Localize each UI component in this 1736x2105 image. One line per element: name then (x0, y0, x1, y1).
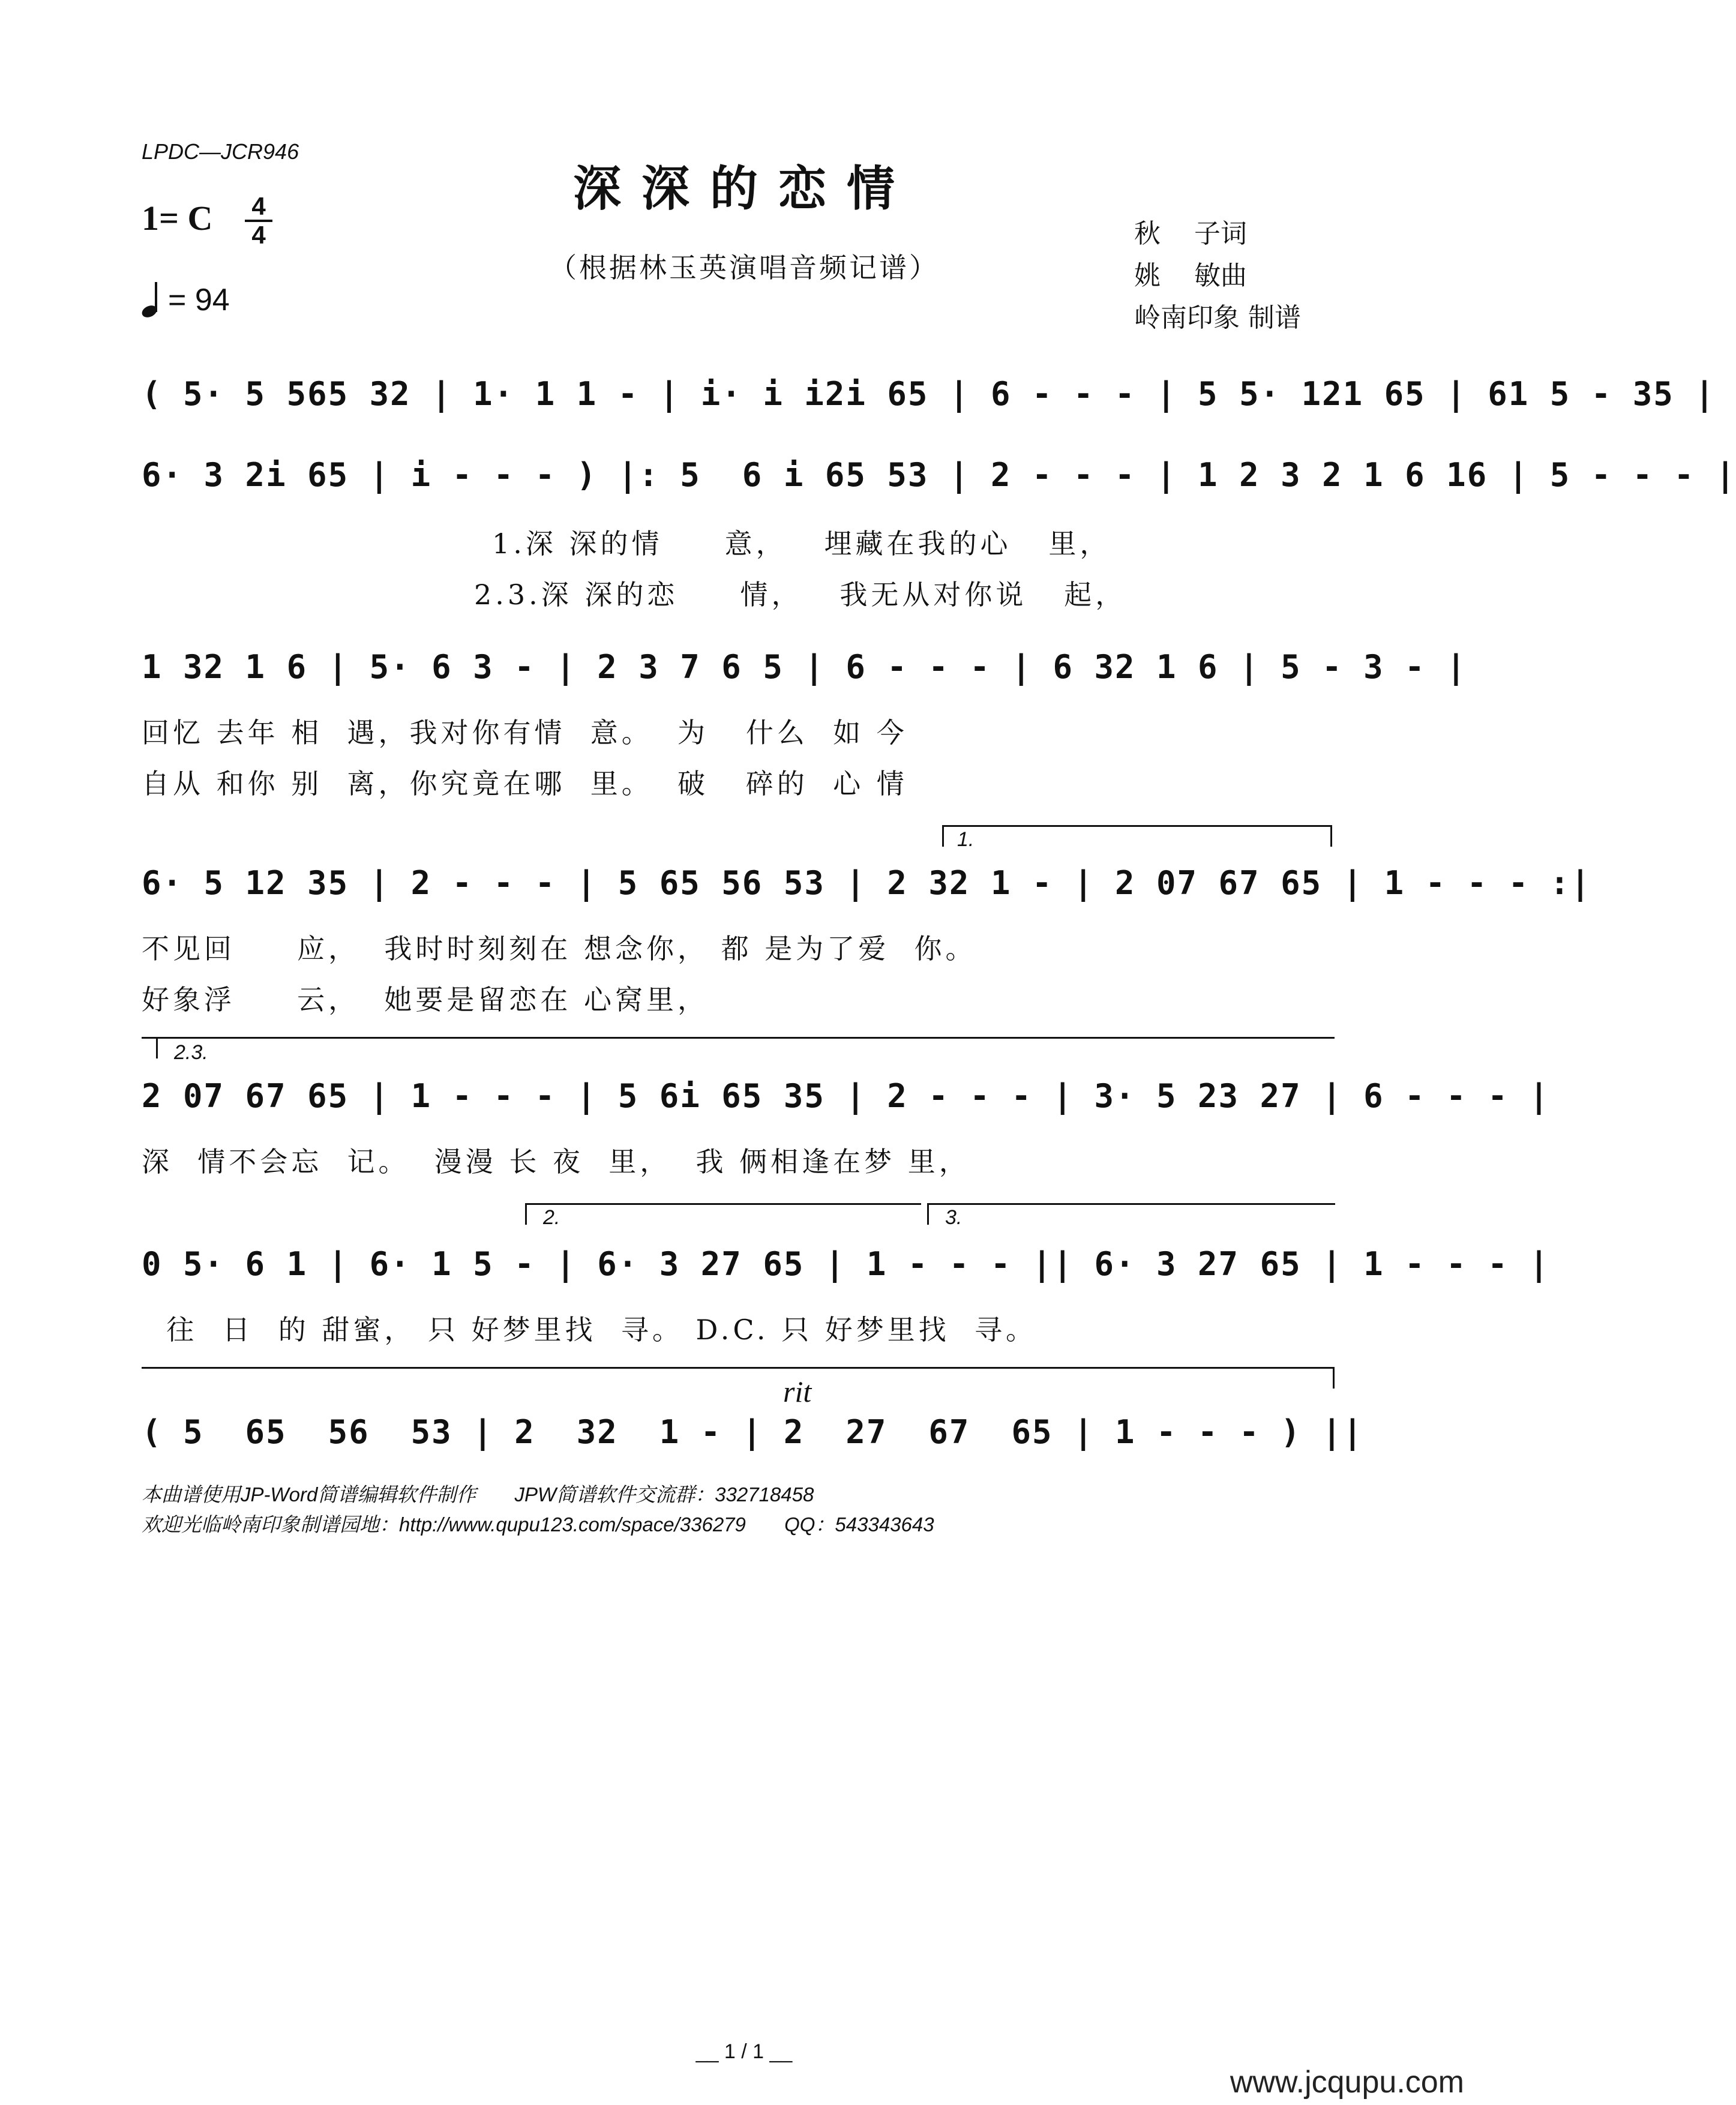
score-line-1: ( 5· 5 565 32 | 1· 1 1 - | i· i i2i 65 | 6 - - - | 5 5· 121 65 | 61 5 - 35 | (142, 375, 1716, 413)
coda-end-tick (1333, 1367, 1335, 1389)
volta-3-tick (927, 1203, 929, 1225)
lyric-line-5: 深 情不会忘 记。 漫漫 长 夜 里， 我 俩相逢在梦 里， (142, 1146, 970, 1178)
quarter-note-icon (142, 282, 163, 318)
score-line-5: 2 07 67 65 | 1 - - - | 5 6i 65 35 | 2 - - - | 3· 5 23 27 | 6 - - - | (142, 1077, 1550, 1115)
lyric-line-2b: 2.3.深 深的恋 情， 我无从对你说 起， (474, 578, 1127, 611)
volta-23-bracket (142, 1037, 1335, 1039)
time-signature (245, 193, 272, 248)
score-line-7: ( 5 65 56 53 | 2 32 1 - | 2 27 67 65 | 1 - - - ) || (142, 1413, 1364, 1451)
composer: 姚 敏曲 (1134, 260, 1247, 291)
volta-1-label: 1. (957, 828, 975, 851)
tempo-value: = 94 (168, 283, 230, 317)
lyricist: 秋 子词 (1134, 218, 1247, 249)
ritardando-marking: rit (783, 1375, 812, 1408)
volta-2-label: 2. (543, 1206, 560, 1229)
score-line-6: 0 5· 6 1 | 6· 1 5 - | 6· 3 27 65 | 1 - - - || 6· 3 27 65 | 1 - - - | (142, 1245, 1550, 1283)
volta-23-label: 2.3. (174, 1041, 208, 1064)
lyric-line-2a: 1.深 深的情 意， 埋藏在我的心 里， (492, 527, 1111, 560)
song-title: 深深的恋情 (573, 160, 915, 217)
site-watermark: www.jcqupu.com (1230, 2065, 1464, 2100)
volta-2-bracket (525, 1203, 921, 1205)
arranger: 岭南印象 制谱 (1134, 302, 1301, 333)
lyric-line-3a: 回忆 去年 相 遇，我对你有情 意。 为 什么 如 今 (142, 716, 908, 749)
page-number: __ 1 / 1 __ (695, 2040, 793, 2063)
score-line-2: 6· 3 2i 65 | i - - - ) |: 5 6 i 65 53 | 2 - - - | 1 2 3 2 1 6 16 | 5 - - - | (142, 456, 1736, 494)
score-line-4: 6· 5 12 35 | 2 - - - | 5 65 56 53 | 2 32 1 - | 2 07 67 65 | 1 - - - :| (142, 864, 1591, 902)
volta-23-tick (156, 1037, 158, 1059)
lyric-line-6: 往 日 的 甜蜜， 只 好梦里找 寻。 D.C. 只 好梦里找 寻。 (142, 1314, 1037, 1346)
time-signature-bottom: 4 (251, 221, 266, 249)
volta-1-bracket (942, 825, 1332, 827)
lyric-line-4a: 不见回 应， 我时时刻刻在 想念你， 都 是为了爱 你。 (142, 932, 977, 965)
volta-1-tick (942, 825, 944, 847)
score-code: LPDC—JCR946 (142, 139, 299, 164)
tempo-marking (142, 282, 230, 318)
key-signature: 1= C (142, 199, 213, 238)
lyric-line-4b: 好象浮 云， 她要是留恋在 心窝里， (142, 983, 709, 1016)
time-signature-top: 4 (245, 193, 272, 222)
credits (1134, 213, 1301, 339)
coda-bracket (142, 1367, 1335, 1369)
volta-3-label: 3. (945, 1206, 963, 1229)
volta-1-end-tick (1330, 825, 1332, 847)
volta-2-tick (525, 1203, 527, 1225)
lyric-line-3b: 自从 和你 别 离，你究竟在哪 里。 破 碎的 心 情 (142, 767, 908, 800)
song-subtitle: （根据林玉英演唱音频记谱） (549, 251, 939, 284)
footer-line-1: 本曲谱使用JP-Word简谱编辑软件制作 JPW简谱软件交流群：332718458 (142, 1483, 814, 1506)
volta-3-bracket (927, 1203, 1335, 1205)
score-line-3: 1 32 1 6 | 5· 6 3 - | 2 3 7 6 5 | 6 - - - | 6 32 1 6 | 5 - 3 - | (142, 648, 1467, 686)
footer-line-2: 欢迎光临岭南印象制谱园地：http://www.qupu123.com/space/336279 QQ：543343643 (142, 1513, 934, 1536)
